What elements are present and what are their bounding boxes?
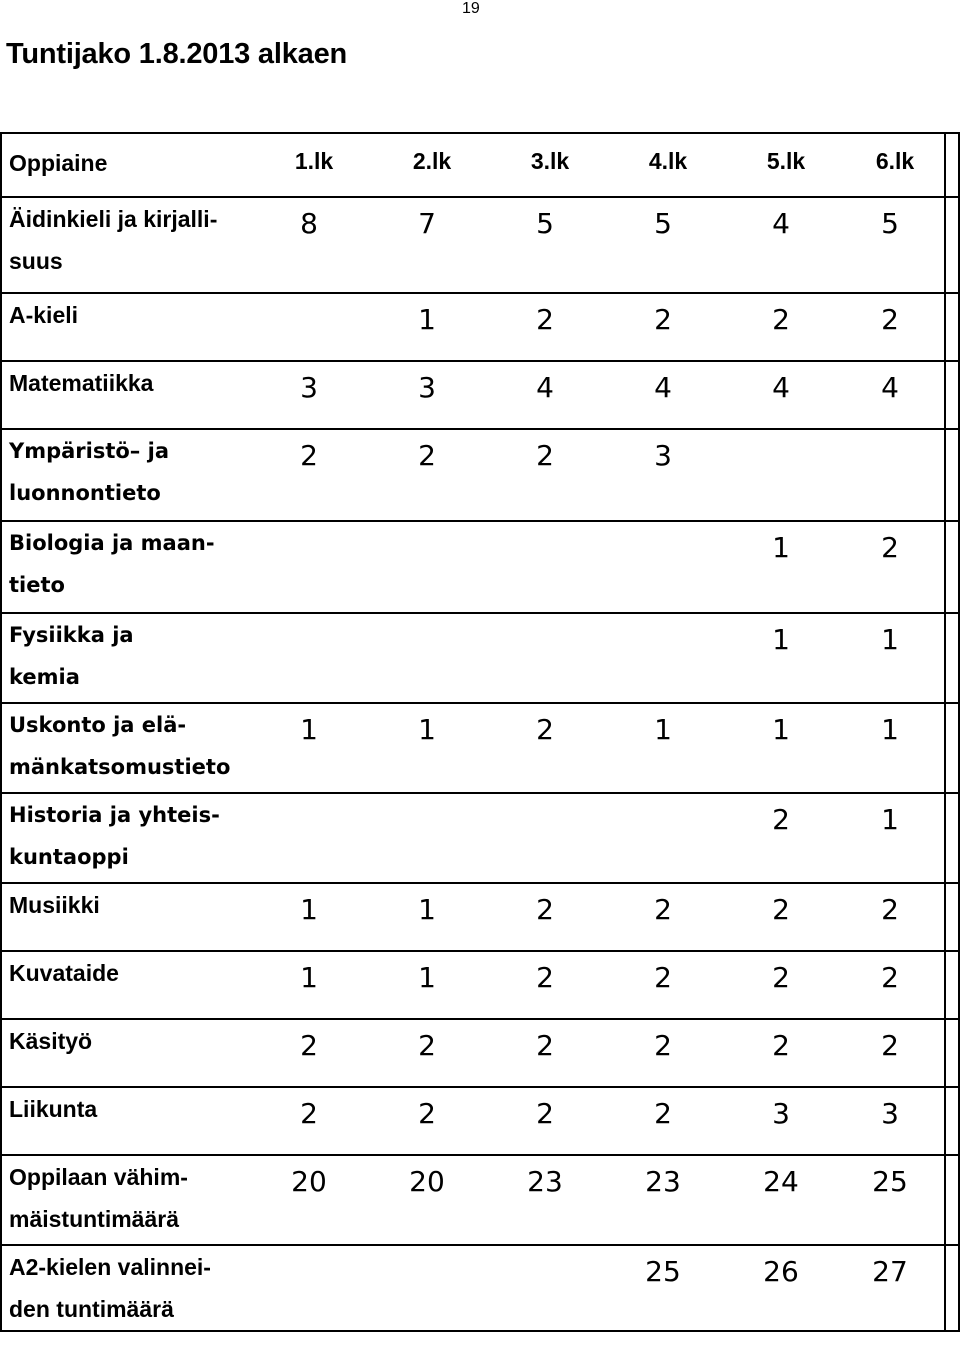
side-cell [945, 1019, 959, 1087]
header-grade-4: 4.lk [648, 148, 688, 174]
hours-value-grade-5: 2 [772, 803, 790, 836]
side-cell [945, 1245, 959, 1331]
hours-value-grade-4: 2 [654, 893, 672, 926]
hours-value-grade-3: 23 [527, 1165, 563, 1198]
hours-value-grade-1: 2 [300, 1097, 318, 1130]
side-cell [945, 293, 959, 361]
table-row-cell [1, 1155, 945, 1245]
hours-value-grade-4: 25 [645, 1255, 681, 1288]
subject-line-1: Käsityö [9, 1028, 93, 1054]
header-subject: Oppiaine [9, 150, 108, 176]
hours-value-grade-2: 1 [418, 713, 436, 746]
table-row [1, 293, 959, 361]
hours-value-grade-5: 1 [772, 623, 790, 656]
table-row [1, 1019, 959, 1087]
subject-line-1: A-kieli [9, 302, 79, 328]
subject-line-1: Oppilaan vähim- [9, 1164, 188, 1190]
header-grade-6: 6.lk [875, 148, 915, 174]
hours-value-grade-6: 2 [881, 531, 899, 564]
hours-value-grade-2: 1 [418, 961, 436, 994]
hours-value-grade-6: 27 [872, 1255, 908, 1288]
subject-line-1: Biologia ja maan- [9, 531, 215, 555]
subject-line-1: Kuvataide [9, 960, 119, 986]
table-row [1, 951, 959, 1019]
side-cell [945, 521, 959, 613]
subject-line-2: den tuntimäärä [9, 1296, 174, 1322]
hours-value-grade-3: 5 [536, 207, 554, 240]
side-cell [945, 883, 959, 951]
hours-value-grade-3: 2 [536, 961, 554, 994]
hours-value-grade-4: 2 [654, 1097, 672, 1130]
hours-value-grade-4: 2 [654, 1029, 672, 1062]
hours-value-grade-5: 1 [772, 713, 790, 746]
table-row-cell [1, 293, 945, 361]
hours-value-grade-5: 26 [763, 1255, 799, 1288]
hours-value-grade-2: 20 [409, 1165, 445, 1198]
hours-value-grade-2: 7 [418, 207, 436, 240]
hours-value-grade-4: 2 [654, 303, 672, 336]
subject-line-2: mänkatsomustieto [9, 755, 231, 779]
hours-value-grade-4: 23 [645, 1165, 681, 1198]
hours-value-grade-2: 1 [418, 303, 436, 336]
table-row-cell [1, 429, 945, 521]
header-grade-1: 1.lk [294, 148, 334, 174]
table-row [1, 197, 959, 293]
table-row-cell [1, 613, 945, 703]
side-cell [945, 793, 959, 883]
hours-value-grade-6: 2 [881, 303, 899, 336]
side-cell [945, 703, 959, 793]
hours-value-grade-6: 2 [881, 961, 899, 994]
side-cell [945, 951, 959, 1019]
hours-value-grade-4: 1 [654, 713, 672, 746]
table-row-cell [1, 521, 945, 613]
hours-value-grade-3: 2 [536, 713, 554, 746]
hours-value-grade-6: 25 [872, 1165, 908, 1198]
subject-line-1: A2-kielen valinnei- [9, 1254, 211, 1280]
hours-value-grade-6: 2 [881, 1029, 899, 1062]
table-row [1, 1245, 959, 1331]
page-number: 19 [462, 0, 480, 17]
hours-value-grade-3: 2 [536, 893, 554, 926]
subject-line-1: Uskonto ja elä- [9, 713, 187, 737]
subject-line-1: Fysiikka ja [9, 623, 134, 647]
header-grade-3: 3.lk [530, 148, 570, 174]
hours-value-grade-3: 2 [536, 303, 554, 336]
hours-value-grade-5: 2 [772, 893, 790, 926]
hours-value-grade-2: 2 [418, 439, 436, 472]
hours-value-grade-3: 4 [536, 371, 554, 404]
table-row [1, 521, 959, 613]
subject-line-1: Matematiikka [9, 370, 154, 396]
hours-value-grade-6: 3 [881, 1097, 899, 1130]
side-cell [945, 1155, 959, 1245]
hours-value-grade-2: 3 [418, 371, 436, 404]
table-row-cell [1, 197, 945, 293]
hours-value-grade-2: 2 [418, 1029, 436, 1062]
hours-value-grade-6: 5 [881, 207, 899, 240]
hours-value-grade-6: 2 [881, 893, 899, 926]
subject-line-2: kemia [9, 665, 80, 689]
subject-line-2: tieto [9, 573, 65, 597]
table-row [1, 793, 959, 883]
hours-value-grade-6: 1 [881, 623, 899, 656]
hours-value-grade-4: 5 [654, 207, 672, 240]
table-row [1, 361, 959, 429]
subject-line-1: Liikunta [9, 1096, 98, 1122]
table-row-cell [1, 703, 945, 793]
hours-value-grade-1: 20 [291, 1165, 327, 1198]
hours-value-grade-1: 2 [300, 1029, 318, 1062]
table-row [1, 1087, 959, 1155]
table-row [1, 429, 959, 521]
hours-value-grade-1: 1 [300, 713, 318, 746]
hours-value-grade-3: 2 [536, 1029, 554, 1062]
subject-line-1: Äidinkieli ja kirjalli- [9, 206, 218, 232]
side-cell [945, 1087, 959, 1155]
table-row [1, 613, 959, 703]
hours-value-grade-3: 2 [536, 439, 554, 472]
side-cell [945, 133, 959, 197]
subject-line-2: luonnontieto [9, 481, 161, 505]
hours-value-grade-5: 2 [772, 1029, 790, 1062]
hours-value-grade-4: 3 [654, 439, 672, 472]
hours-value-grade-4: 4 [654, 371, 672, 404]
hours-value-grade-6: 1 [881, 803, 899, 836]
hours-value-grade-5: 4 [772, 371, 790, 404]
table-header-row [1, 133, 959, 197]
table-row-cell [1, 883, 945, 951]
header-grade-5: 5.lk [766, 148, 806, 174]
hours-value-grade-2: 2 [418, 1097, 436, 1130]
table-row [1, 1155, 959, 1245]
hours-value-grade-2: 1 [418, 893, 436, 926]
hours-value-grade-1: 1 [300, 961, 318, 994]
hours-value-grade-5: 2 [772, 961, 790, 994]
hours-value-grade-5: 24 [763, 1165, 799, 1198]
side-cell [945, 361, 959, 429]
table-row-cell [1, 1087, 945, 1155]
hours-value-grade-6: 4 [881, 371, 899, 404]
hours-value-grade-1: 2 [300, 439, 318, 472]
table-row-cell [1, 951, 945, 1019]
hours-value-grade-6: 1 [881, 713, 899, 746]
subject-line-1: Musiikki [9, 892, 100, 918]
side-cell [945, 429, 959, 521]
hours-value-grade-1: 8 [300, 207, 318, 240]
table-row-cell [1, 793, 945, 883]
table-row-cell [1, 361, 945, 429]
subject-line-1: Ympäristö– ja [9, 439, 169, 463]
subject-line-1: Historia ja yhteis- [9, 803, 220, 827]
header-grade-2: 2.lk [412, 148, 452, 174]
hours-value-grade-5: 1 [772, 531, 790, 564]
table-row-cell [1, 1019, 945, 1087]
subject-line-2: kuntaoppi [9, 845, 129, 869]
hours-value-grade-1: 1 [300, 893, 318, 926]
subject-name [2, 430, 944, 514]
hours-value-grade-3: 2 [536, 1097, 554, 1130]
hours-value-grade-5: 3 [772, 1097, 790, 1130]
hours-value-grade-5: 4 [772, 207, 790, 240]
page-title: Tuntijako 1.8.2013 alkaen [6, 38, 348, 70]
hours-value-grade-1: 3 [300, 371, 318, 404]
subject-line-2: suus [9, 248, 63, 274]
table-row-cell [1, 1245, 945, 1331]
table-row [1, 883, 959, 951]
table-row [1, 703, 959, 793]
side-cell [945, 613, 959, 703]
hours-value-grade-4: 2 [654, 961, 672, 994]
subject-line-2: mäistuntimäärä [9, 1206, 180, 1232]
header-cell [1, 133, 945, 197]
timetable-table [0, 132, 960, 1332]
hours-value-grade-5: 2 [772, 303, 790, 336]
side-cell [945, 197, 959, 293]
